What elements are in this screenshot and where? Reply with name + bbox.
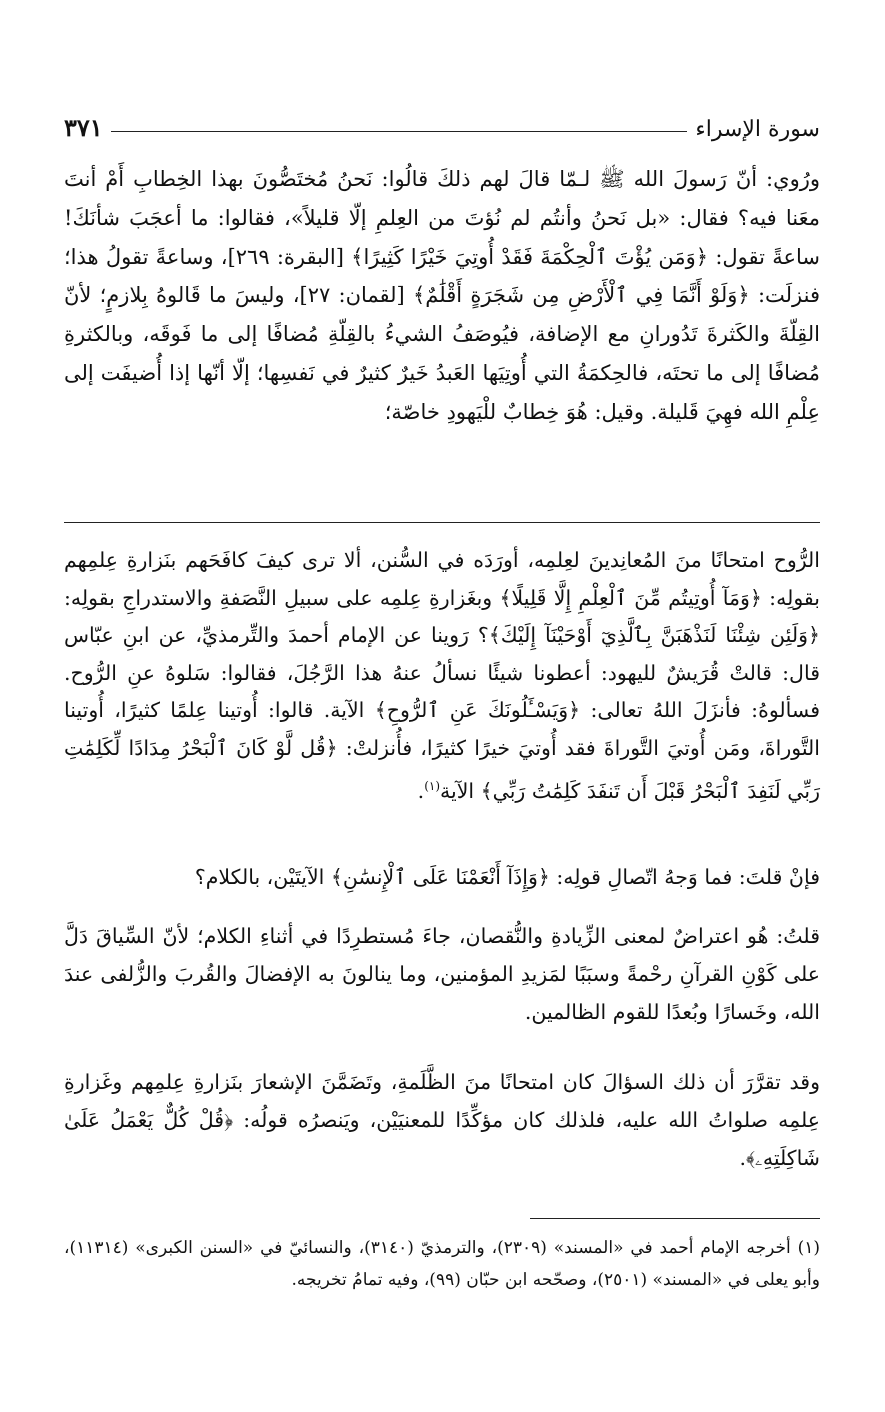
main-text-paragraph: ورُوي: أنّ رَسولَ الله ﷺ لـمّا قالَ لهم ذلكَ قالُوا: نَحنُ مُختَصُّونَ بهذا الخِطابِ أَمْ أنتَ معَنا فيه؟ فقال: «بل نَحنُ وأنتُم لم نُؤتَ من العِلمِ إلّا قليلاً»، فقالوا: ما أعجَبَ شأنَكَ! ساعةً تقول: ﴿وَمَن يُؤْتَ ٱلْحِكْمَةَ فَقَدْ أُوتِيَ خَيْرًا كَثِيرًا﴾ [البقرة: ٢٦٩]، وساعةً تقولُ هذا؛ فنزلَت: ﴿وَلَوْ أَنَّمَا فِي ٱلْأَرْضِ مِن شَجَرَةٍ أَقْلَٰمٌ﴾ [لقمان: ٢٧]، وليسَ ما قَالوهُ بِلازمٍ؛ لأنّ القِلّةَ والكَثرةَ تَدُورانِ مع الإضافة، فيُوصَفُ الشيءُ بالقِلّةِ مُضافًا إلى ما فَوقَه، وبالكثرةِ مُضافًا إلى ما تحتَه، فالحِكمَةُ التي أُوتِيَها العَبدُ خَيرٌ كثيرٌ في نَفسِها؛ إلّا أنّها إذا أُضيفَت إلى عِلْمِ الله فهِيَ قَليلة. وقيل: هُوَ خِطابٌ للْيَهودِ خاصّة؛ (64, 167, 820, 424)
commentary-paragraph-2: فإنْ قلتَ: فما وَجهُ اتّصالِ قولِه: ﴿وَإِذَآ أَنْعَمْنَا عَلَى ٱلْإِنسَٰنِ﴾ الآيتَيْن، بالكلام؟ (194, 865, 820, 889)
surah-title: سورة الإسراء (695, 117, 820, 142)
page-number: ٣٧١ (64, 113, 103, 142)
commentary-paragraph-3: قلتُ: هُو اعتراضٌ لمعنى الزِّيادةِ والنُّقصان، جاءَ مُستطرِدًا في أثناءِ الكلام؛ لأنّ السِّياقَ دَلَّ على كَوْنِ القرآنِ رحْمةً وسبَبًا لمَزيدِ المؤمنين، وما ينالونَ به الإفضالَ والقُربَ والزُّلفى عندَ الله، وخَسارًا وبُعدًا للقوم الظالمين. (64, 924, 820, 1024)
commentary-paragraph-1 (64, 542, 820, 810)
section-divider (64, 522, 820, 523)
footnote-rule (530, 1218, 820, 1219)
header-rule (111, 131, 688, 132)
commentary-text-1: الرُّوح امتحانًا منَ المُعانِدينَ لعِلمِه، أورَدَه في السُّنن، ألا ترى كيفَ كافَحَهم بنَزارةِ عِلمِهم بقولِه: ﴿وَمَآ أُوتِيتُم مِّنَ ٱلْعِلْمِ إِلَّا قَلِيلًا﴾ وبغَزارةِ عِلمِه على سبيلِ النَّصَفةِ والاستدراجِ بقولِه: ﴿وَلَئِن شِئْنَا لَنَذْهَبَنَّ بِٱلَّذِيٓ أَوْحَيْنَآ إِلَيْكَ﴾؟ رَوينا عن الإمام أحمدَ والتِّرمذيِّ، عن ابنِ عبّاس قال: قالتْ قُرَيشٌ لليهود: أعطونا شيئًا نسألُ عنهُ هذا الرَّجُلَ، فقالوا: سَلوهُ عنِ الرُّوح. فسألوهُ: فأنزَلَ اللهُ تعالى: ﴿وَيَسْـَٔلُونَكَ عَنِ ٱلرُّوحِ﴾ الآية. قالوا: أُوتينا عِلمًا كثيرًا، أُوتينا التَّوراةَ، ومَن أُوتيَ التَّوراةَ فقد أُوتيَ خيرًا كثيرًا، فأُنزلتْ: ﴿قُل لَّوْ كَانَ ٱلْبَحْرُ مِدَادًا لِّكَلِمَٰتِ رَبِّي لَنَفِدَ ٱلْبَحْرُ قَبْلَ أَن تَنفَدَ كَلِمَٰتُ رَبِّي﴾ الآية (64, 548, 820, 803)
footnote-reference[interactable]: (١) (424, 778, 441, 793)
footnote-text: (١) أخرجه الإمام أحمد في «المسند» (٢٣٠٩)، والترمذيّ (٣١٤٠)، والنسائيّ في «السنن الكبرى» (١١٣١٤)، وأبو يعلى في «المسند» (٢٥٠١)، وصحّحه ابن حبّان (٩٩)، وفيه تمامُ تخريجه. (64, 1238, 820, 1290)
commentary-paragraph-4: وقد تقرَّرَ أن ذلك السؤالَ كان امتحانًا منَ الظَّلَمةِ، وتَضَمَّنَ الإشعارَ بنَزارةِ عِلمِهم وغَزارةِ عِلمِه صلواتُ الله عليه، فلذلك كان مؤكِّدًا للمعنيَيْن، ويَنصرُه قولُه: ﴿قُلْ كُلٌّ يَعْمَلُ عَلَىٰ شَاكِلَتِهِۦ﴾. (64, 1070, 820, 1170)
sentence-end: . (417, 778, 425, 803)
page-header (64, 98, 820, 142)
